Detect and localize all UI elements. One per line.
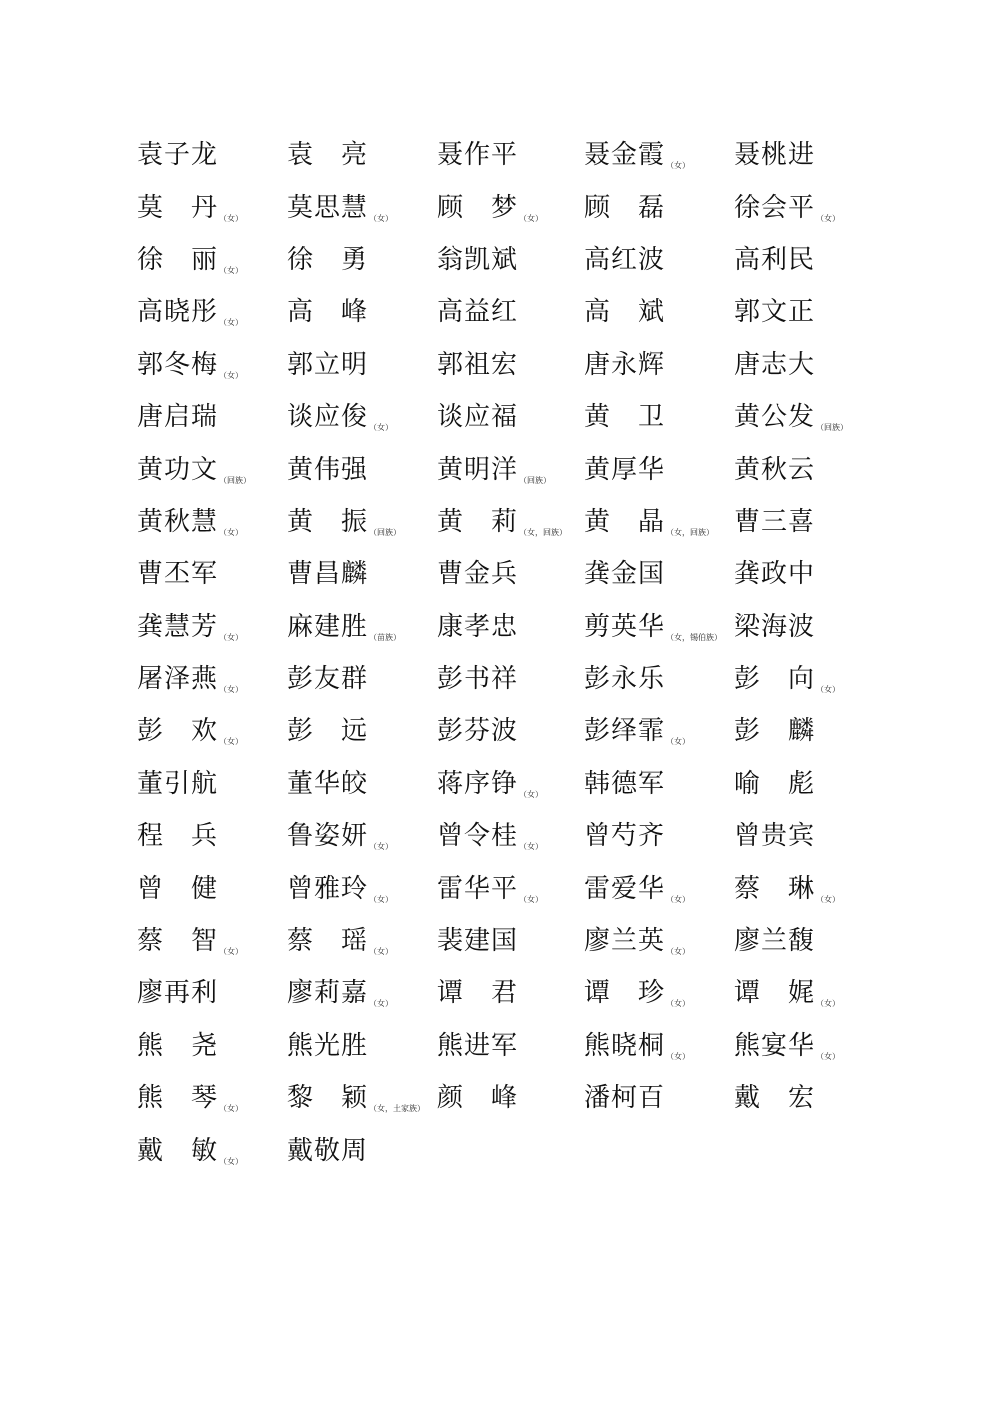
person-name: 彭永乐	[584, 664, 666, 695]
name-entry	[137, 862, 287, 914]
person-note: （女）	[219, 1156, 244, 1166]
person-note: （苗族）	[369, 632, 402, 642]
person-note: （女）	[816, 213, 841, 223]
name-entry	[137, 286, 287, 338]
person-name: 熊进军	[437, 1030, 519, 1061]
person-name: 颜 峰	[437, 1083, 519, 1114]
person-name: 唐启瑞	[137, 402, 219, 433]
person-name: 鲁姿妍	[287, 821, 369, 852]
name-entry	[584, 496, 734, 548]
person-note: （女）	[666, 947, 691, 957]
person-name: 麻建胜	[287, 611, 369, 642]
person-name: 翁凯斌	[437, 244, 519, 275]
person-name: 龚政中	[734, 559, 816, 590]
person-name: 徐 丽	[137, 244, 219, 275]
name-entry	[137, 548, 287, 600]
name-entry	[734, 391, 884, 443]
person-note: （回族）	[369, 527, 402, 537]
person-note: （女）	[219, 265, 244, 275]
person-name: 袁子龙	[137, 140, 219, 171]
person-name: 龚慧芳	[137, 611, 219, 642]
person-note: （女，回族）	[519, 527, 568, 537]
name-entry	[584, 1072, 734, 1124]
name-entry	[437, 862, 584, 914]
person-note: （女，土家族）	[369, 1104, 426, 1114]
person-name: 高红波	[584, 244, 666, 275]
person-name: 董引航	[137, 768, 219, 799]
name-entry	[437, 548, 584, 600]
name-entry	[734, 653, 884, 705]
name-entry	[287, 443, 437, 495]
person-name: 曹昌麟	[287, 559, 369, 590]
person-note: （女）	[369, 894, 394, 904]
name-entry	[437, 181, 584, 233]
person-name: 曹丕军	[137, 559, 219, 590]
person-name: 梁海波	[734, 611, 816, 642]
name-entry	[287, 862, 437, 914]
person-name: 谭 君	[437, 978, 519, 1009]
name-entry	[584, 181, 734, 233]
person-note: （女）	[219, 632, 244, 642]
name-entry	[137, 1072, 287, 1124]
person-note: （女）	[666, 999, 691, 1009]
person-name: 顾 梦	[437, 192, 519, 223]
name-entry	[734, 758, 884, 810]
person-note: （女）	[816, 999, 841, 1009]
person-name: 彭 向	[734, 664, 816, 695]
name-entry	[734, 705, 884, 757]
person-note: （女）	[219, 947, 244, 957]
name-entry	[734, 1072, 884, 1124]
person-name: 黄 晶	[584, 506, 666, 537]
name-entry	[734, 967, 884, 1019]
person-name: 廖兰英	[584, 926, 666, 957]
person-name: 唐志大	[734, 349, 816, 380]
person-name: 黎 颖	[287, 1083, 369, 1114]
person-note: （女）	[666, 894, 691, 904]
person-name: 彭书祥	[437, 664, 519, 695]
name-entry	[287, 653, 437, 705]
name-entry	[437, 286, 584, 338]
name-entry	[437, 339, 584, 391]
name-entry	[137, 810, 287, 862]
person-name: 彭绎霏	[584, 716, 666, 747]
person-name: 蔡 琳	[734, 873, 816, 904]
name-entry	[287, 1124, 437, 1176]
name-entry	[437, 810, 584, 862]
person-name: 董华皎	[287, 768, 369, 799]
person-name: 曹三喜	[734, 506, 816, 537]
person-name: 谭 珍	[584, 978, 666, 1009]
person-name: 熊晓桐	[584, 1030, 666, 1061]
name-entry	[437, 234, 584, 286]
person-name: 雷华平	[437, 873, 519, 904]
person-note: （女）	[219, 213, 244, 223]
person-note: （女）	[369, 842, 394, 852]
person-name: 高 峰	[287, 297, 369, 328]
name-entry	[137, 181, 287, 233]
person-name: 雷爱华	[584, 873, 666, 904]
name-list	[137, 129, 897, 1177]
name-entry	[137, 653, 287, 705]
person-name: 彭芬波	[437, 716, 519, 747]
person-name: 郭文正	[734, 297, 816, 328]
person-note: （回族）	[816, 423, 849, 433]
person-name: 蔡 瑶	[287, 926, 369, 957]
person-name: 彭 欢	[137, 716, 219, 747]
person-name: 徐 勇	[287, 244, 369, 275]
name-entry	[287, 915, 437, 967]
name-entry	[437, 758, 584, 810]
name-entry	[287, 810, 437, 862]
person-name: 彭友群	[287, 664, 369, 695]
name-entry	[287, 1020, 437, 1072]
person-name: 黄明洋	[437, 454, 519, 485]
person-name: 高 斌	[584, 297, 666, 328]
name-entry	[137, 705, 287, 757]
person-name: 黄伟强	[287, 454, 369, 485]
name-entry	[584, 129, 734, 181]
name-entry	[137, 496, 287, 548]
name-entry	[734, 862, 884, 914]
person-name: 曾芍齐	[584, 821, 666, 852]
person-name: 黄秋云	[734, 454, 816, 485]
person-name: 韩德军	[584, 768, 666, 799]
name-entry	[734, 129, 884, 181]
person-name: 熊宴华	[734, 1030, 816, 1061]
person-name: 潘柯百	[584, 1083, 666, 1114]
name-entry	[584, 391, 734, 443]
name-entry	[584, 862, 734, 914]
name-entry	[137, 129, 287, 181]
name-entry	[734, 181, 884, 233]
person-note: （女）	[666, 1051, 691, 1061]
person-name: 熊光胜	[287, 1030, 369, 1061]
person-name: 高利民	[734, 244, 816, 275]
person-name: 莫思慧	[287, 192, 369, 223]
name-entry	[584, 810, 734, 862]
name-entry	[287, 758, 437, 810]
name-entry	[734, 443, 884, 495]
person-note: （女，回族）	[666, 527, 715, 537]
person-name: 顾 磊	[584, 192, 666, 223]
name-entry	[437, 601, 584, 653]
name-entry	[584, 339, 734, 391]
name-entry	[734, 601, 884, 653]
name-entry	[584, 705, 734, 757]
person-note: （女）	[519, 213, 544, 223]
person-name: 黄厚华	[584, 454, 666, 485]
person-name: 谈应福	[437, 402, 519, 433]
person-name: 高晓彤	[137, 297, 219, 328]
person-name: 廖再利	[137, 978, 219, 1009]
name-entry	[734, 496, 884, 548]
name-entry	[137, 443, 287, 495]
person-note: （回族）	[219, 475, 252, 485]
name-entry	[287, 601, 437, 653]
person-note: （女）	[816, 1051, 841, 1061]
person-note: （女）	[219, 370, 244, 380]
person-name: 屠泽燕	[137, 664, 219, 695]
name-entry	[287, 234, 437, 286]
person-note: （女）	[369, 213, 394, 223]
person-note: （女）	[519, 894, 544, 904]
person-name: 郭立明	[287, 349, 369, 380]
name-entry	[137, 391, 287, 443]
person-name: 黄公发	[734, 402, 816, 433]
name-entry	[734, 915, 884, 967]
name-entry	[287, 548, 437, 600]
name-entry	[137, 1124, 287, 1176]
name-entry	[584, 286, 734, 338]
person-note: （女）	[219, 685, 244, 695]
person-name: 喻 彪	[734, 768, 816, 799]
person-note: （女）	[816, 685, 841, 695]
person-name: 曾令桂	[437, 821, 519, 852]
person-name: 聂作平	[437, 140, 519, 171]
name-entry	[287, 181, 437, 233]
person-name: 黄秋慧	[137, 506, 219, 537]
name-entry	[287, 1072, 437, 1124]
name-entry	[287, 705, 437, 757]
person-note: （回族）	[519, 475, 552, 485]
name-entry	[287, 339, 437, 391]
person-name: 蔡 智	[137, 926, 219, 957]
person-name: 高益红	[437, 297, 519, 328]
person-name: 曾 健	[137, 873, 219, 904]
name-entry	[437, 1020, 584, 1072]
person-name: 彭 麟	[734, 716, 816, 747]
person-name: 程 兵	[137, 821, 219, 852]
name-entry	[287, 967, 437, 1019]
name-entry	[437, 496, 584, 548]
name-entry	[584, 234, 734, 286]
name-entry	[734, 548, 884, 600]
person-name: 袁 亮	[287, 140, 369, 171]
name-entry	[734, 1020, 884, 1072]
name-entry	[137, 601, 287, 653]
person-name: 黄 莉	[437, 506, 519, 537]
name-entry	[437, 705, 584, 757]
person-note: （女，锡伯族）	[666, 632, 723, 642]
name-entry	[734, 810, 884, 862]
name-entry	[734, 286, 884, 338]
person-name: 蒋序铮	[437, 768, 519, 799]
person-note: （女）	[369, 947, 394, 957]
person-name: 曾雅玲	[287, 873, 369, 904]
name-entry	[584, 443, 734, 495]
name-entry	[437, 915, 584, 967]
name-entry	[584, 548, 734, 600]
person-name: 徐会平	[734, 192, 816, 223]
name-entry	[287, 391, 437, 443]
person-name: 熊 琴	[137, 1083, 219, 1114]
person-name: 曹金兵	[437, 559, 519, 590]
person-note: （女）	[666, 161, 691, 171]
person-name: 龚金国	[584, 559, 666, 590]
person-name: 裴建国	[437, 926, 519, 957]
person-name: 唐永辉	[584, 349, 666, 380]
name-entry	[437, 1072, 584, 1124]
person-name: 谈应俊	[287, 402, 369, 433]
person-name: 聂桃进	[734, 140, 816, 171]
person-note: （女）	[219, 318, 244, 328]
person-name: 廖莉嘉	[287, 978, 369, 1009]
name-entry	[137, 915, 287, 967]
person-name: 曾贵宾	[734, 821, 816, 852]
name-entry	[584, 653, 734, 705]
name-entry	[137, 758, 287, 810]
name-entry	[734, 234, 884, 286]
person-name: 郭祖宏	[437, 349, 519, 380]
name-entry	[584, 967, 734, 1019]
name-entry	[287, 286, 437, 338]
name-entry	[734, 339, 884, 391]
person-note: （女）	[219, 527, 244, 537]
name-entry	[437, 653, 584, 705]
person-name: 熊 尧	[137, 1030, 219, 1061]
name-entry	[584, 758, 734, 810]
name-entry	[137, 234, 287, 286]
name-entry	[437, 391, 584, 443]
name-entry	[137, 967, 287, 1019]
person-name: 戴 宏	[734, 1083, 816, 1114]
name-entry	[437, 443, 584, 495]
person-name: 黄 卫	[584, 402, 666, 433]
name-entry	[437, 967, 584, 1019]
person-name: 黄功文	[137, 454, 219, 485]
person-note: （女）	[519, 842, 544, 852]
person-name: 莫 丹	[137, 192, 219, 223]
name-entry	[137, 339, 287, 391]
person-name: 聂金霞	[584, 140, 666, 171]
person-name: 剪英华	[584, 611, 666, 642]
person-name: 戴 敏	[137, 1135, 219, 1166]
person-note: （女）	[816, 894, 841, 904]
person-note: （女）	[369, 423, 394, 433]
name-entry	[287, 129, 437, 181]
person-note: （女）	[666, 737, 691, 747]
person-name: 黄 振	[287, 506, 369, 537]
person-note: （女）	[219, 737, 244, 747]
name-entry	[137, 1020, 287, 1072]
person-name: 廖兰馥	[734, 926, 816, 957]
name-entry	[584, 1020, 734, 1072]
person-name: 谭 娓	[734, 978, 816, 1009]
person-name: 康孝忠	[437, 611, 519, 642]
person-name: 彭 远	[287, 716, 369, 747]
name-entry	[584, 915, 734, 967]
name-entry	[287, 496, 437, 548]
person-note: （女）	[369, 999, 394, 1009]
name-entry	[584, 601, 734, 653]
name-entry	[437, 129, 584, 181]
person-note: （女）	[519, 789, 544, 799]
person-name: 戴敬周	[287, 1135, 369, 1166]
person-note: （女）	[219, 1104, 244, 1114]
person-name: 郭冬梅	[137, 349, 219, 380]
